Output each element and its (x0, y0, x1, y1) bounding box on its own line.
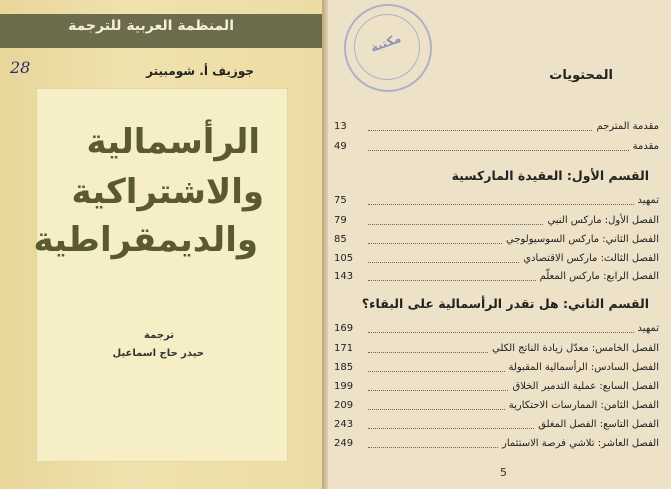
toc-row (334, 416, 659, 432)
toc-leader-dots (368, 121, 592, 131)
part-1-heading: القسم الأول: العقيدة الماركسية (451, 168, 649, 183)
toc-leader-dots (368, 271, 536, 281)
toc-page-number: 105 (334, 252, 354, 264)
toc-entry-label: الفصل الأول: ماركس النبي (547, 214, 659, 226)
toc-entry-label: مقدمة (632, 140, 659, 152)
toc-row (334, 231, 659, 247)
toc-leader-dots (368, 323, 634, 333)
book-title-line-1: الرأسمالية (86, 122, 260, 162)
book-title-line-3: والديمقراطية (33, 220, 258, 260)
toc-entry-label: الفصل الثاني: ماركس السوسيولوجي (506, 233, 659, 245)
toc-page-number: 143 (334, 270, 354, 282)
toc-leader-dots (368, 253, 519, 263)
toc-page-number: 85 (334, 233, 347, 245)
toc-row (334, 192, 659, 208)
toc-page-number: 49 (334, 140, 347, 152)
contents-title: المحتويات (549, 68, 613, 83)
toc-entry-label: الفصل التاسع: الفصل المغلق (538, 418, 659, 430)
toc-leader-dots (368, 419, 534, 429)
toc-page-number: 185 (334, 361, 354, 373)
toc-page-number: 75 (334, 194, 347, 206)
toc-leader-dots (368, 141, 629, 151)
translated-by-label: ترجمة (144, 330, 174, 341)
toc-page-number: 209 (334, 399, 354, 411)
toc-row (334, 212, 659, 228)
toc-page-number: 79 (334, 214, 347, 226)
toc-row (334, 435, 659, 451)
handwritten-number: 28 (10, 58, 31, 77)
toc-page-number: 199 (334, 380, 354, 392)
toc-entry-label: الفصل الثامن: الممارسات الاحتكارية (508, 399, 659, 411)
library-stamp-text: مكتبة (368, 31, 403, 55)
author-name: جوزيف أ. شومبيتر (146, 64, 254, 78)
part-2-heading: القسم الثاني: هل تقدر الرأسمالية على البقاء؟ (361, 296, 649, 311)
toc-leader-dots (368, 215, 543, 225)
toc-leader-dots (368, 400, 505, 410)
contents-page (328, 0, 671, 489)
toc-row (334, 397, 659, 413)
toc-entry-label: الفصل الثالث: ماركس الاقتصادي (523, 252, 659, 264)
translator-name: حيدر حاج اسماعيل (112, 348, 204, 359)
toc-entry-label: مقدمة المترجم (596, 120, 659, 132)
toc-row (334, 378, 659, 394)
toc-row (334, 268, 659, 284)
publisher-name: المنظمة العربية للترجمة (68, 18, 234, 34)
book-cover (0, 0, 322, 489)
toc-page-number: 249 (334, 437, 354, 449)
library-stamp (344, 4, 432, 92)
toc-row (334, 320, 659, 336)
toc-page-number: 171 (334, 342, 354, 354)
toc-entry-label: الفصل الخامس: معدّل زيادة الناتج الكلي (492, 342, 659, 354)
toc-row (334, 250, 659, 266)
toc-entry-label: تمهيد (637, 194, 659, 206)
toc-page-number: 243 (334, 418, 354, 430)
toc-leader-dots (368, 343, 488, 353)
toc-entry-label: الفصل العاشر: تلاشي فرصة الاستثمار (502, 437, 659, 449)
book-title-line-2: والاشتراكية (71, 172, 264, 212)
toc-leader-dots (368, 195, 634, 205)
toc-leader-dots (368, 438, 498, 448)
toc-page-number: 169 (334, 322, 354, 334)
toc-row (334, 340, 659, 356)
toc-entry-label: الفصل الرابع: ماركس المعلّم (539, 270, 659, 282)
toc-row (334, 118, 659, 134)
toc-leader-dots (368, 362, 505, 372)
toc-row (334, 138, 659, 154)
toc-row (334, 359, 659, 375)
toc-entry-label: الفصل السادس: الرأسمالية المقبولة (508, 361, 659, 373)
toc-leader-dots (368, 381, 508, 391)
toc-leader-dots (368, 234, 502, 244)
toc-entry-label: تمهيد (637, 322, 659, 334)
toc-entry-label: الفصل السابع: عملية التدمير الخلاق (512, 380, 659, 392)
page-number: 5 (500, 466, 507, 479)
toc-page-number: 13 (334, 120, 347, 132)
